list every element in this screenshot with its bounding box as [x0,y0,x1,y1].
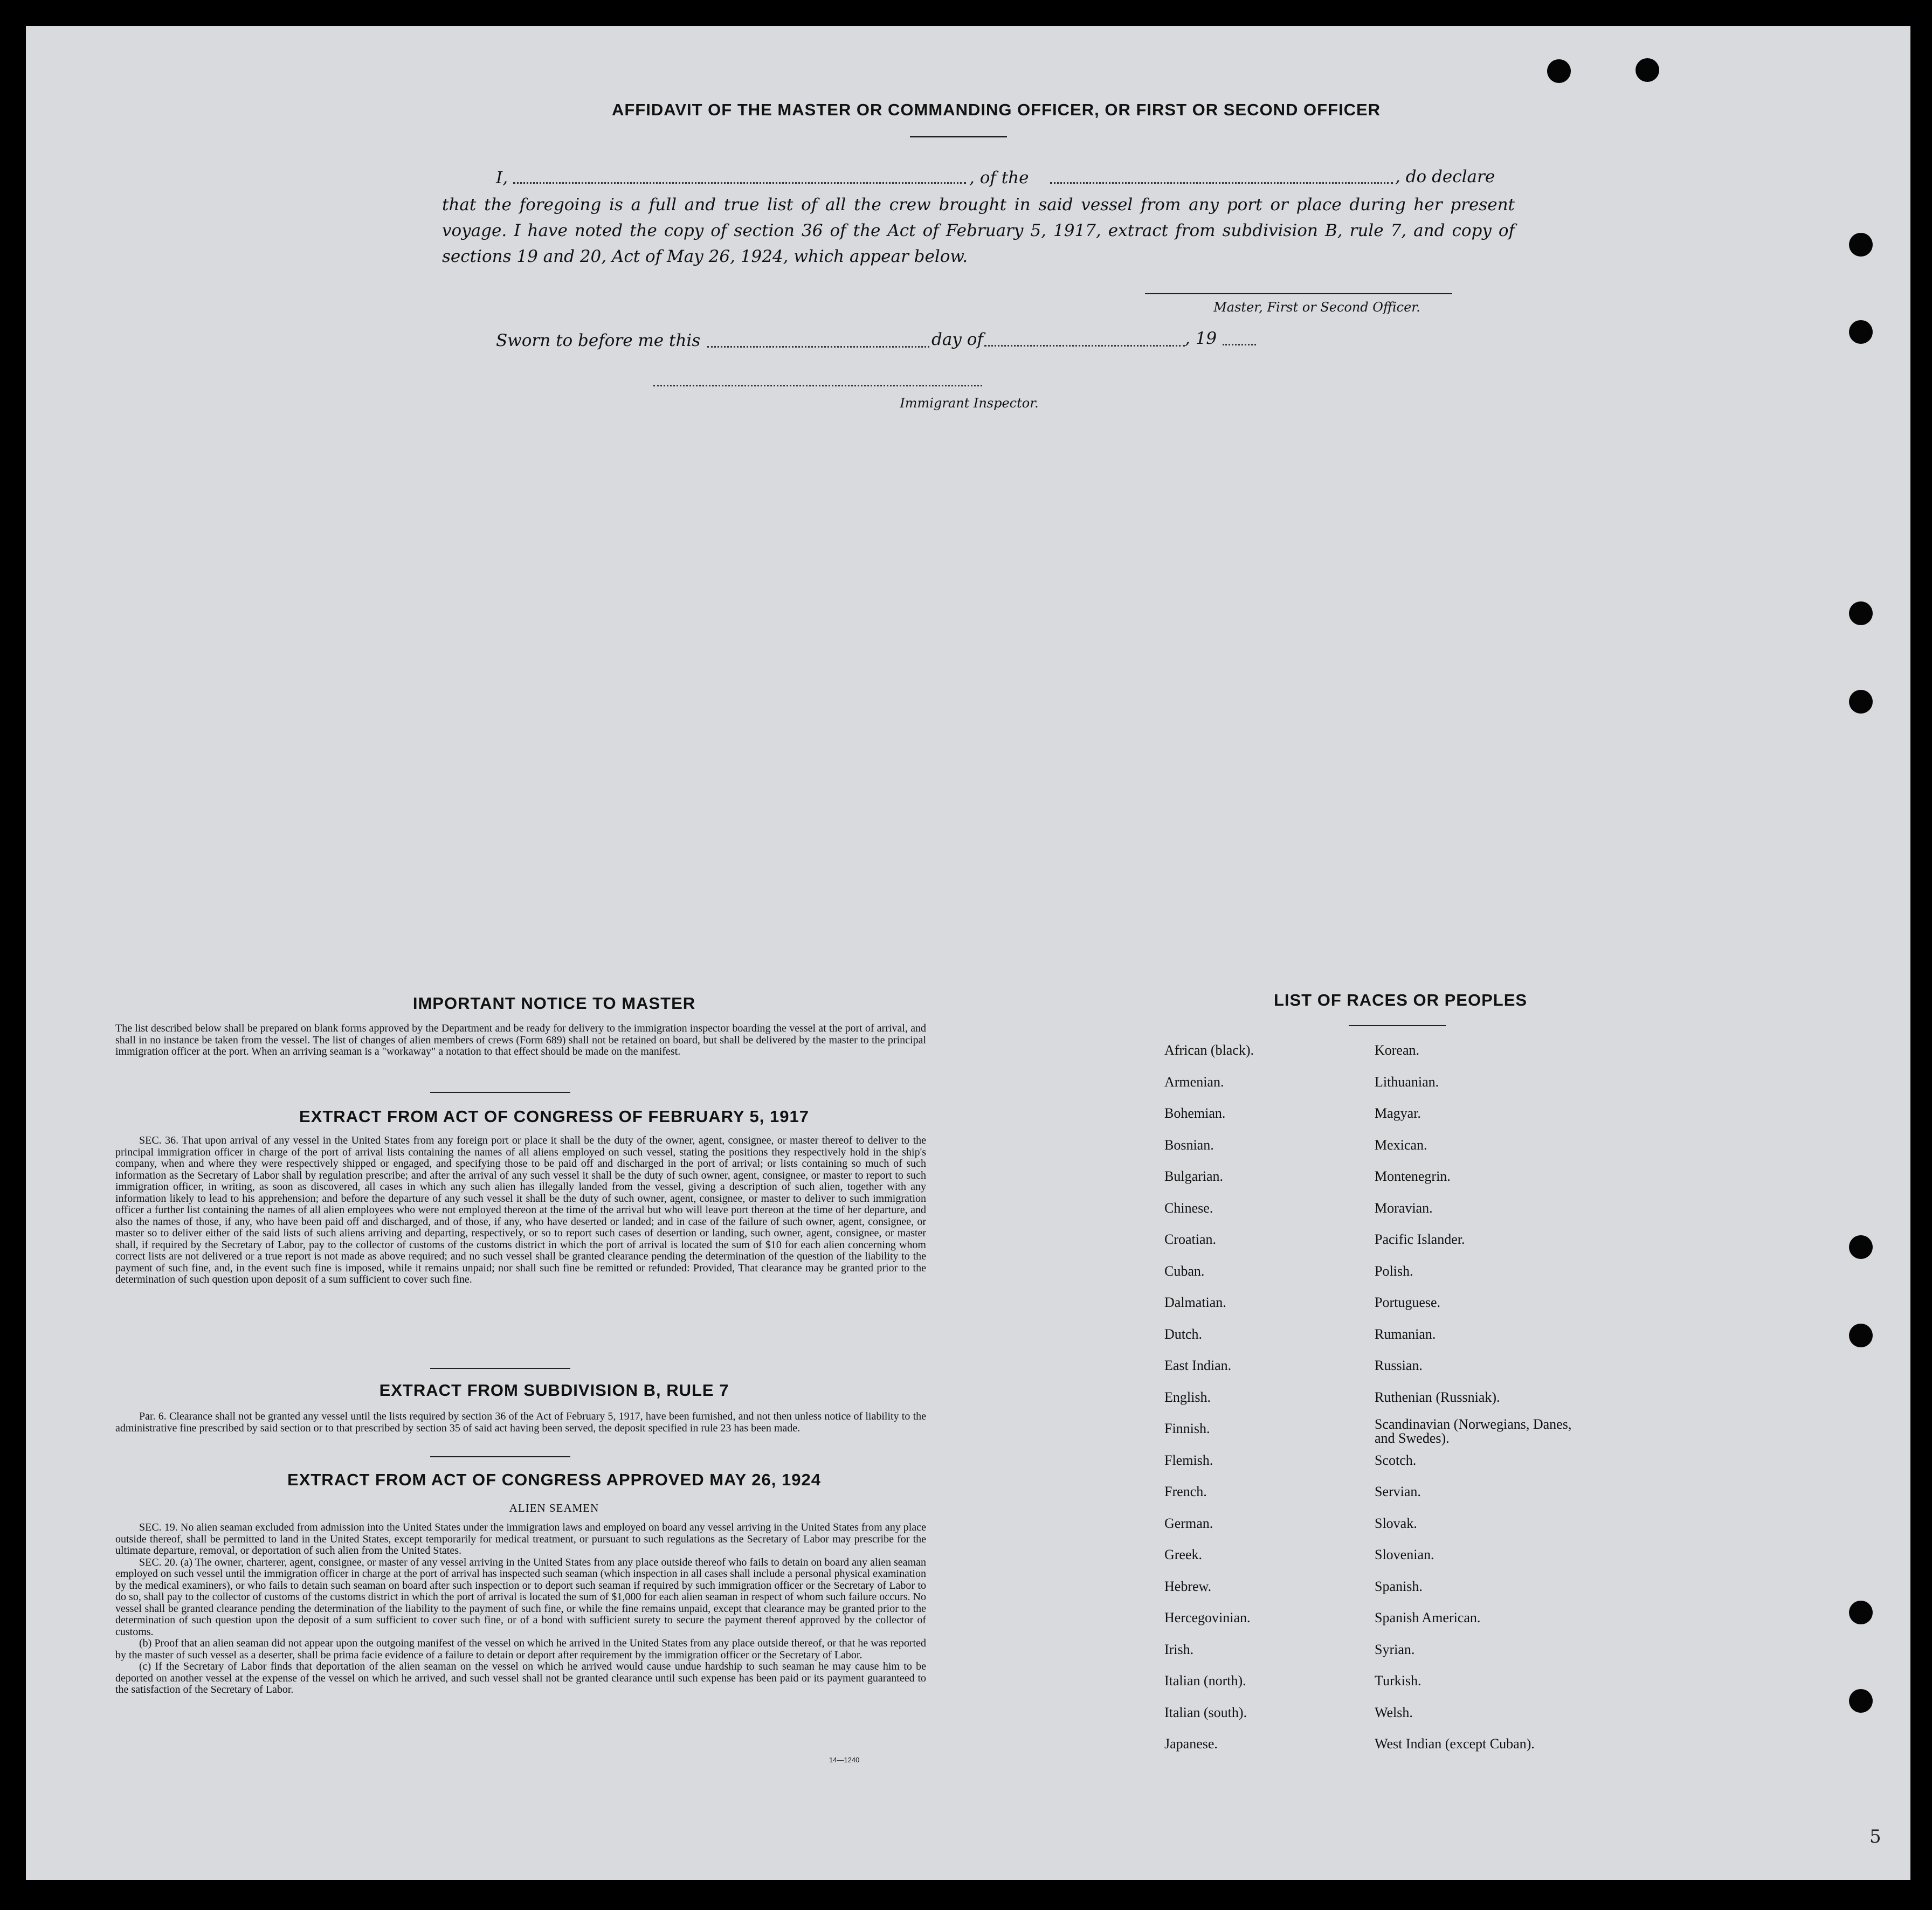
sworn-year-field[interactable] [1223,344,1256,345]
races-title: LIST OF RACES OR PEOPLES [1273,991,1528,1009]
punch-hole [1849,1689,1873,1713]
race-entry: Russian. [1375,1358,1423,1373]
extract-1924-sections [115,1522,926,1696]
race-entry: Bohemian. [1164,1105,1226,1121]
race-entry: Italian (north). [1164,1673,1246,1688]
declarant-name-field[interactable] [513,182,966,184]
notice-text: The list described below shall be prepared on blank forms approved by the Department and be ready for delivery to the immigration inspector boarding the vessel at the port of arrival, and shall in no instance be taken from the vessel. The list of changes of alien members of crews (Form 689) shall not be retained on board, but shall be delivered by the master to the principal immigration officer at the port. When an arriving seaman is a "workaway" a notation to that effect should be made on the manifest. [115,1022,926,1057]
punch-hole [1547,59,1571,83]
race-entry: Rumanian. [1375,1326,1436,1342]
race-entry: Welsh. [1375,1704,1413,1720]
sworn-day-field[interactable] [707,346,929,348]
form-number: 14—1240 [829,1756,860,1764]
punch-hole [1849,1324,1873,1347]
race-entry: Italian (south). [1164,1704,1247,1720]
race-entry: Turkish. [1375,1673,1422,1688]
punch-hole [1849,233,1873,257]
race-entry: African (black). [1164,1042,1254,1058]
section-20a-text: SEC. 20. (a) The owner, charterer, agent, consignee, or master of any vessel arriving in the United States from any place outside thereof who fails to detain on board any alien seaman employed on such vessel until the immigration officer in charge at the port of arrival has inspected such seaman (which inspection in all cases shall include a personal physical examination by the medical examiners), or who fails to detain such seaman on board after such inspection or to deport such seaman if required by such immigration officer or the Secretary of Labor to do so, shall pay to the collector of customs of the customs district in which the port of arrival is located the sum of $1,000 for each alien seaman in respect of whom such failure occurs. No vessel shall be granted clearance pending the determination of the liability to the payment of such fine, or while the fine remains unpaid, except that clearance may be granted prior to the determination of such question upon the deposit of a sum sufficient to cover such fine, or of a bond with sufficient surety to secure the payment thereof approved by the collector of customs. [115,1556,926,1638]
race-entry: Polish. [1375,1263,1413,1279]
race-entry: Japanese. [1164,1736,1218,1752]
declare-label: , do declare [1395,167,1495,186]
race-entry: Chinese. [1164,1200,1213,1216]
punch-hole [1636,58,1659,82]
master-caption: Master, First or Second Officer. [1213,300,1420,315]
race-entry: English. [1164,1389,1211,1405]
race-entry: Croatian. [1164,1231,1217,1247]
race-entry: Hercegovinian. [1164,1610,1251,1625]
race-entry: Slovenian. [1375,1547,1434,1562]
extract-1917-title: EXTRACT FROM ACT OF CONGRESS OF FEBRUARY 5, 1917 [299,1107,809,1126]
section-20b-text: (b) Proof that an alien seaman did not appear upon the outgoing manifest of the vessel on which he arrived in the United States from any place outside thereof, or that he was reported by the master of such vessel as a deserter, shall be prima facie evidence of a failure to detain or deport after requirement by the immigration officer or the Secretary of Labor. [115,1637,926,1661]
race-entry: Armenian. [1164,1074,1224,1090]
race-entry: Irish. [1164,1641,1194,1657]
document-page [26,26,1910,1880]
race-entry: German. [1164,1515,1213,1531]
notice-title: IMPORTANT NOTICE TO MASTER [412,994,696,1013]
race-entry: West Indian (except Cuban). [1375,1736,1535,1752]
punch-hole [1849,690,1873,714]
race-entry: Hebrew. [1164,1578,1212,1594]
race-entry: Montenegrin. [1375,1168,1451,1184]
divider [430,1092,570,1093]
race-entry: Scotch. [1375,1452,1417,1468]
vessel-label: , of the [969,168,1029,188]
race-entry: Mexican. [1375,1137,1427,1153]
race-entry: Dutch. [1164,1326,1203,1342]
race-entry: Cuban. [1164,1263,1205,1279]
sworn-label: Sworn to before me this [496,331,701,350]
race-entry: Greek. [1164,1547,1203,1562]
race-entry: Finnish. [1164,1421,1210,1436]
inspector-signature-line[interactable] [653,385,982,386]
race-entry: Spanish American. [1375,1610,1481,1625]
extract-1924-title: EXTRACT FROM ACT OF CONGRESS APPROVED MAY 26, 1924 [287,1470,821,1489]
race-entry: Servian. [1375,1484,1421,1499]
divider [910,136,1007,137]
section-19-text: SEC. 19. No alien seaman excluded from admission into the United States under the immigration laws and employed on board any vessel arriving in the United States from any place outside thereof, shall be permitted to land in the United States, except temporarily for medical treatment, or pursuant to such regulations as the Secretary of Labor may prescribe for the ultimate departure, removal, or deportation of such alien from the United States. [115,1521,926,1556]
sworn-month-field[interactable] [984,345,1185,347]
extract-rule7-text: Par. 6. Clearance shall not be granted any vessel until the lists required by section 36 of the Act of February 5, 1917, have been furnished, and not then unless notice of liability to the administrative fine prescribed by said section or to that prescribed by section 35 of said act having been served, the deposit specified in rule 23 has been made. [115,1410,926,1434]
vessel-name-field[interactable] [1050,182,1393,184]
race-entry: Spanish. [1375,1578,1423,1594]
race-entry: Bulgarian. [1164,1168,1224,1184]
race-entry: Lithuanian. [1375,1074,1439,1090]
punch-hole [1849,1601,1873,1624]
extract-1917-text: SEC. 36. That upon arrival of any vessel in the United States from any foreign port or place it shall be the duty of the owner, agent, consignee, or master thereof to deliver to the principal immigration officer in charge of the port of arrival lists containing the names of all aliens employed on such vessel, stating the positions they respectively hold in the ship's company, when and where they were respectively shipped or engaged, and specifying those to be paid off and discharged in the port of arrival; or lists containing so much of such information as the Secretary of Labor shall by regulation prescribe; and after the arrival of any such vessel it shall be the duty of such owner, agent, consignee, or master to report to such immigration officer, in writing, as soon as discovered, all cases in which any such alien has illegally landed from the vessel, giving a description of such alien, together with any information likely to lead to his apprehension; and before the departure of any such vessel it shall be the duty of such owner, agent, consignee, or master to deliver to such immigration officer a further list containing the names of all alien employees who were not employed thereon at the time of the arrival but who will leave port thereon at the time of her departure, and also the names of those, if any, who have been paid off and discharged, and of those, if any, who have deserted or landed; and in case of the failure of such owner, agent, consignee, or master so to deliver either of the said lists of such aliens arriving and departing, respectively, or so to report such cases of desertion or landing, such owner, agent, consignee, or master shall, if required by the Secretary of Labor, pay to the collector of customs of the customs district in which the port of arrival is located the sum of $10 for each alien concerning whom correct lists are not delivered or a true report is not made as above required; and no such vessel shall be granted clearance pending the determination of the question of the liability to the payment of such fine, and, in the event such fine is imposed, while it remains unpaid; nor shall such fine be remitted or refunded: Provided, That clearance may be granted prior to the determination of such question upon deposit of a sum sufficient to cover such fine. [115,1134,926,1285]
extract-rule7-title: EXTRACT FROM SUBDIVISION B, RULE 7 [379,1381,729,1400]
race-entry: East Indian. [1164,1358,1232,1373]
punch-hole [1849,1235,1873,1259]
race-entry: French. [1164,1484,1207,1499]
race-entry: Korean. [1375,1042,1420,1058]
race-entry: Syrian. [1375,1641,1415,1657]
affidavit-title: AFFIDAVIT OF THE MASTER OR COMMANDING OFFICER, OR FIRST OR SECOND OFFICER [611,100,1381,119]
day-of-label: day of [932,330,983,349]
race-entry: Dalmatian. [1164,1295,1226,1310]
race-entry: Pacific Islander. [1375,1231,1465,1247]
race-entry: Bosnian. [1164,1137,1214,1153]
declarant-label: I, [496,168,508,188]
race-entry: Slovak. [1375,1515,1417,1531]
margin-note: 5 [1869,1826,1881,1847]
section-20c-text: (c) If the Secretary of Labor finds that deportation of the alien seaman on the vessel on which he arrived would cause undue hardship to such seaman he may cause him to be deported on another vessel at the expense of the vessel on which he arrived, and such vessel shall not be granted clearance until such expense has been paid or its payment guaranteed to the satisfaction of the Secretary of Labor. [115,1660,926,1696]
master-signature-line[interactable] [1145,293,1452,294]
punch-hole [1849,601,1873,625]
race-entry: Ruthenian (Russniak). [1375,1389,1500,1405]
extract-1924-subtitle: ALIEN SEAMEN [509,1501,599,1514]
race-entry: Portuguese. [1375,1295,1441,1310]
divider [430,1456,570,1457]
race-entry: Scandinavian (Norwegians, Danes, and Swedes). [1375,1416,1572,1446]
divider [430,1368,570,1369]
inspector-caption: Immigrant Inspector. [900,396,1039,411]
race-entry: Magyar. [1375,1105,1421,1121]
year-label: , 19 [1185,329,1217,348]
race-entry: Moravian. [1375,1200,1433,1216]
declaration-body: that the foregoing is a full and true list of all the crew brought in said vessel from any port or place during her present voyage. I have noted the copy of section 36 of the Act of February 5, 1917, extract from subdivision B, rule 7, and copy of sections 19 and 20, Act of May 26, 1924, which appear below. [442,195,1515,266]
race-entry: Flemish. [1164,1452,1213,1468]
punch-hole [1849,320,1873,344]
divider [1349,1025,1446,1026]
